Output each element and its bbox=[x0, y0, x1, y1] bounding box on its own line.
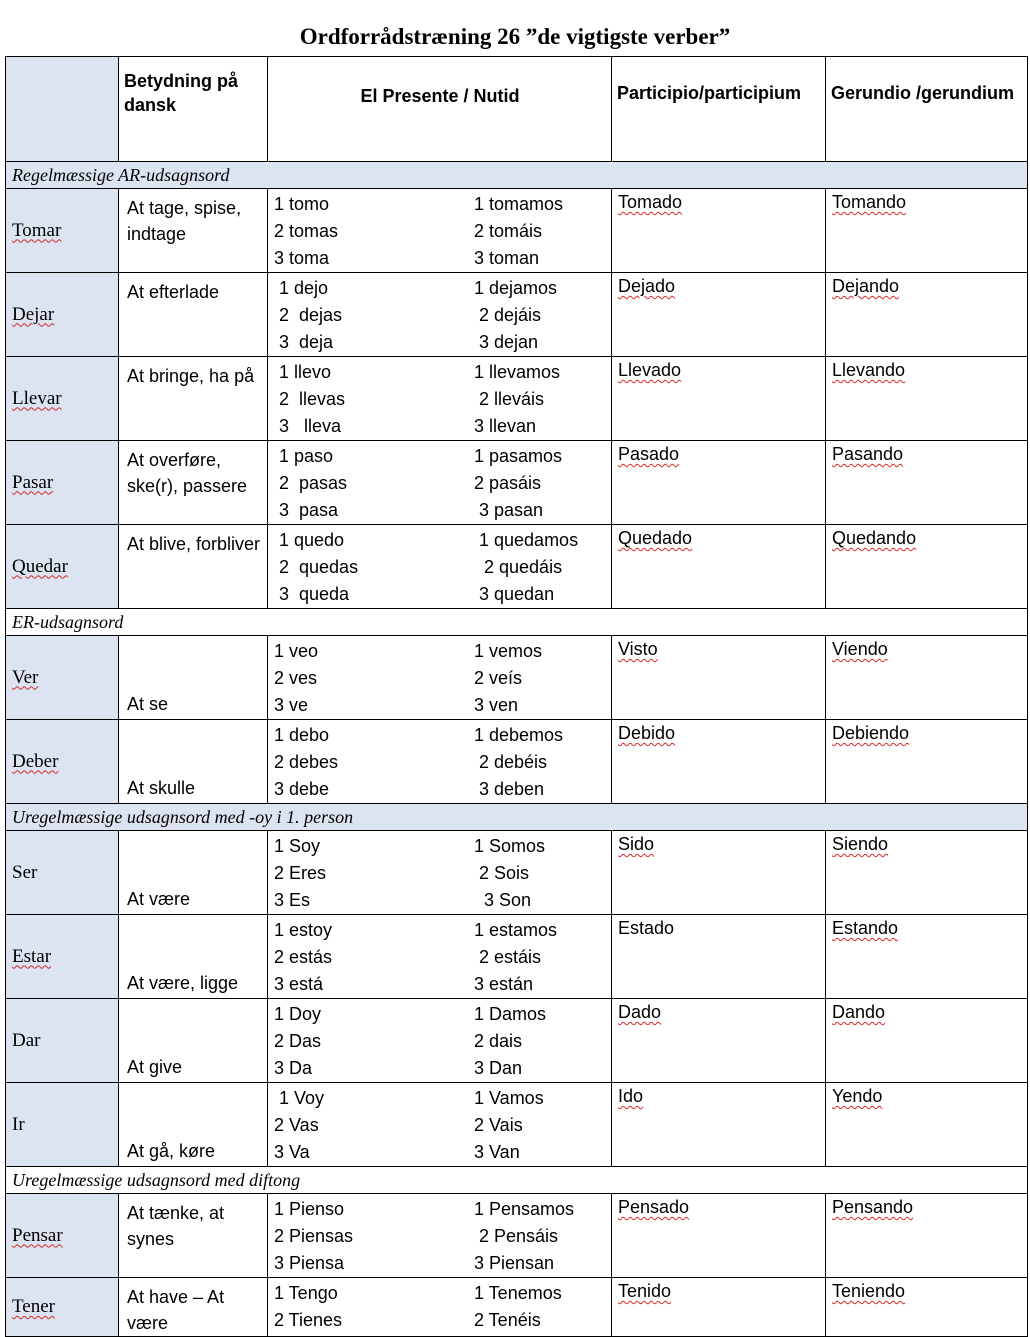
plural-form: 3 ven bbox=[474, 695, 519, 715]
plural-form: 3 Piensan bbox=[474, 1253, 555, 1273]
plural-form: 1 tomamos bbox=[474, 194, 564, 214]
plural-form: 3 llevan bbox=[474, 416, 537, 436]
header-participle: Participio/participium bbox=[612, 57, 826, 162]
verb-infinitive: Quedar bbox=[12, 555, 68, 577]
meaning-cell: At have – At være bbox=[119, 1278, 268, 1337]
present-conjugation-cell bbox=[268, 915, 612, 999]
plural-form: 1 debemos bbox=[474, 725, 564, 745]
singular-form: 3 debe bbox=[274, 779, 330, 799]
plural-form: 2 dais bbox=[474, 1031, 523, 1051]
meaning-cell: At give bbox=[119, 999, 268, 1083]
plural-form: 2 Sois bbox=[474, 863, 530, 883]
singular-form: 3 Va bbox=[274, 1142, 310, 1162]
present-conjugation-cell bbox=[268, 636, 612, 720]
plural-form: 3 Dan bbox=[474, 1058, 523, 1078]
conjugation-line bbox=[274, 1250, 611, 1277]
section-row bbox=[6, 609, 1028, 636]
gerund-form: Llevando bbox=[832, 360, 906, 380]
meaning-cell: At gå, køre bbox=[119, 1083, 268, 1167]
conjugation-line bbox=[274, 887, 611, 914]
participle-form: Ido bbox=[618, 1086, 644, 1106]
verb-row bbox=[6, 636, 1028, 720]
plural-form: 1 Damos bbox=[474, 1004, 547, 1024]
verb-cell bbox=[6, 273, 119, 357]
plural-form: 1 quedamos bbox=[474, 530, 579, 550]
meaning-cell: At tænke, at synes bbox=[119, 1194, 268, 1278]
gerund-cell bbox=[826, 1278, 1028, 1337]
singular-form: 1 Pienso bbox=[274, 1199, 345, 1219]
verb-infinitive: Ser bbox=[12, 861, 38, 883]
plural-form: 1 dejamos bbox=[474, 278, 558, 298]
meaning-cell: At skulle bbox=[119, 720, 268, 804]
verb-cell bbox=[6, 357, 119, 441]
plural-form: 2 debéis bbox=[474, 752, 548, 772]
verb-cell bbox=[6, 525, 119, 609]
verb-cell bbox=[6, 441, 119, 525]
verb-table bbox=[5, 56, 1028, 1337]
meaning-cell: At blive, forbliver bbox=[119, 525, 268, 609]
singular-form: 3 deja bbox=[274, 332, 334, 352]
verb-infinitive: Ir bbox=[12, 1113, 25, 1135]
plural-form: 1 estamos bbox=[474, 920, 558, 940]
participle-cell bbox=[612, 1278, 826, 1337]
conjugation-line bbox=[274, 413, 611, 440]
participle-form: Llevado bbox=[618, 360, 682, 380]
conjugation-line bbox=[274, 245, 611, 272]
plural-form: 3 pasan bbox=[474, 500, 544, 520]
singular-form: 1 debo bbox=[274, 725, 330, 745]
verb-row bbox=[6, 525, 1028, 609]
gerund-form: Estando bbox=[832, 918, 899, 938]
verb-infinitive: Dejar bbox=[12, 303, 55, 325]
singular-form: 2 pasas bbox=[274, 473, 348, 493]
plural-form: 2 lleváis bbox=[474, 389, 545, 409]
singular-form: 2 ves bbox=[274, 668, 318, 688]
header-present-label: El Presente / Nutid bbox=[360, 86, 520, 106]
gerund-form: Debiendo bbox=[832, 723, 910, 743]
verb-infinitive: Tener bbox=[12, 1296, 55, 1317]
singular-form: 2 estás bbox=[274, 947, 333, 967]
verb-cell bbox=[6, 720, 119, 804]
gerund-form: Yendo bbox=[832, 1086, 883, 1106]
verb-infinitive: Deber bbox=[12, 750, 59, 772]
gerund-form: Pasando bbox=[832, 444, 904, 464]
participle-form: Visto bbox=[618, 639, 658, 659]
participle-form: Pasado bbox=[618, 444, 680, 464]
participle-form: Tenido bbox=[618, 1281, 672, 1301]
conjugation-line bbox=[274, 386, 611, 413]
singular-form: 2 tomas bbox=[274, 221, 339, 241]
present-conjugation-cell bbox=[268, 1278, 612, 1337]
participle-cell bbox=[612, 273, 826, 357]
meaning-cell: At efterlade bbox=[119, 273, 268, 357]
participle-form: Debido bbox=[618, 723, 676, 743]
conjugation-line bbox=[274, 554, 611, 581]
plural-form: 1 vemos bbox=[474, 641, 543, 661]
participle-cell bbox=[612, 636, 826, 720]
participle-cell bbox=[612, 357, 826, 441]
plural-form: 1 Pensamos bbox=[474, 1199, 575, 1219]
meaning-cell: At se bbox=[119, 636, 268, 720]
participle-cell bbox=[612, 525, 826, 609]
verb-row bbox=[6, 831, 1028, 915]
verb-cell bbox=[6, 915, 119, 999]
verb-row bbox=[6, 441, 1028, 525]
singular-form: 3 lleva bbox=[274, 416, 342, 436]
verb-row bbox=[6, 915, 1028, 999]
present-conjugation-cell bbox=[268, 1194, 612, 1278]
conjugation-line bbox=[274, 218, 611, 245]
singular-form: 2 Das bbox=[274, 1031, 322, 1051]
conjugation-line bbox=[274, 1139, 611, 1166]
gerund-cell bbox=[826, 720, 1028, 804]
participle-cell bbox=[612, 441, 826, 525]
conjugation-line bbox=[274, 329, 611, 356]
conjugation-line bbox=[274, 1001, 611, 1028]
verb-infinitive: Estar bbox=[12, 945, 52, 967]
plural-form: 2 pasáis bbox=[474, 473, 542, 493]
singular-form: 2 dejas bbox=[274, 305, 343, 325]
meaning-cell: At være bbox=[119, 831, 268, 915]
verb-infinitive: Pensar bbox=[12, 1224, 63, 1246]
participle-form: Dejado bbox=[618, 276, 676, 296]
plural-form: 2 Pensáis bbox=[474, 1226, 559, 1246]
singular-form: 2 quedas bbox=[274, 557, 359, 577]
gerund-form: Quedando bbox=[832, 528, 917, 548]
gerund-cell bbox=[826, 1194, 1028, 1278]
verb-infinitive: Llevar bbox=[12, 387, 62, 409]
section-title: Uregelmæssige udsagnsord med -oy i 1. person bbox=[6, 804, 1028, 831]
gerund-cell bbox=[826, 831, 1028, 915]
verb-cell bbox=[6, 1194, 119, 1278]
singular-form: 3 pasa bbox=[274, 500, 339, 520]
conjugation-line bbox=[274, 749, 611, 776]
participle-cell bbox=[612, 999, 826, 1083]
meaning-cell: At overføre, ske(r), passere bbox=[119, 441, 268, 525]
present-conjugation-cell bbox=[268, 441, 612, 525]
present-conjugation-cell bbox=[268, 720, 612, 804]
verb-cell bbox=[6, 1278, 119, 1337]
verb-infinitive: Pasar bbox=[12, 471, 54, 493]
verb-row bbox=[6, 1083, 1028, 1167]
participle-form: Sido bbox=[618, 834, 655, 854]
participle-form: Quedado bbox=[618, 528, 693, 548]
singular-form: 1 estoy bbox=[274, 920, 333, 940]
verb-infinitive: Dar bbox=[12, 1029, 41, 1051]
gerund-cell bbox=[826, 915, 1028, 999]
present-conjugation-cell bbox=[268, 273, 612, 357]
conjugation-line bbox=[274, 971, 611, 998]
verb-row bbox=[6, 720, 1028, 804]
verb-cell bbox=[6, 636, 119, 720]
present-conjugation-cell bbox=[268, 189, 612, 273]
gerund-cell bbox=[826, 273, 1028, 357]
gerund-cell bbox=[826, 525, 1028, 609]
conjugation-line bbox=[274, 359, 611, 386]
plural-form: 2 dejáis bbox=[474, 305, 542, 325]
verb-row bbox=[6, 999, 1028, 1083]
singular-form: 1 dejo bbox=[274, 278, 329, 298]
singular-form: 2 Eres bbox=[274, 863, 327, 883]
gerund-form: Teniendo bbox=[832, 1281, 906, 1301]
gerund-cell bbox=[826, 357, 1028, 441]
conjugation-line bbox=[274, 302, 611, 329]
singular-form: 1 tomo bbox=[274, 194, 330, 214]
gerund-cell bbox=[826, 636, 1028, 720]
plural-form: 1 Vamos bbox=[474, 1088, 544, 1108]
conjugation-line bbox=[274, 191, 611, 218]
header-meaning: Betydning på dansk bbox=[119, 57, 268, 162]
participle-cell bbox=[612, 831, 826, 915]
conjugation-line bbox=[274, 944, 611, 971]
participle-cell bbox=[612, 915, 826, 999]
gerund-form: Pensando bbox=[832, 1197, 914, 1217]
singular-form: 3 queda bbox=[274, 584, 350, 604]
plural-form: 2 Tenéis bbox=[474, 1310, 541, 1330]
plural-form: 3 quedan bbox=[474, 584, 555, 604]
gerund-form: Viendo bbox=[832, 639, 888, 659]
section-title: ER-udsagnsord bbox=[6, 609, 1028, 636]
verb-cell bbox=[6, 189, 119, 273]
section-title: Regelmæssige AR-udsagnsord bbox=[6, 162, 1028, 189]
singular-form: 3 Piensa bbox=[274, 1253, 345, 1273]
conjugation-line bbox=[274, 1307, 611, 1334]
gerund-cell bbox=[826, 999, 1028, 1083]
conjugation-line bbox=[274, 722, 611, 749]
singular-form: 3 Es bbox=[274, 890, 311, 910]
participle-form: Estado bbox=[618, 918, 675, 938]
participle-form: Pensado bbox=[618, 1197, 690, 1217]
conjugation-line bbox=[274, 1223, 611, 1250]
conjugation-line bbox=[274, 776, 611, 803]
header-corner bbox=[6, 57, 119, 162]
present-conjugation-cell bbox=[268, 357, 612, 441]
verb-row bbox=[6, 189, 1028, 273]
singular-form: 2 Vas bbox=[274, 1115, 319, 1135]
gerund-form: Dando bbox=[832, 1002, 886, 1022]
conjugation-line bbox=[274, 443, 611, 470]
plural-form: 2 veís bbox=[474, 668, 523, 688]
verb-cell bbox=[6, 999, 119, 1083]
verb-row bbox=[6, 357, 1028, 441]
gerund-cell bbox=[826, 1083, 1028, 1167]
conjugation-line bbox=[274, 1196, 611, 1223]
gerund-cell bbox=[826, 441, 1028, 525]
participle-form: Dado bbox=[618, 1002, 662, 1022]
verb-cell bbox=[6, 831, 119, 915]
conjugation-line bbox=[274, 665, 611, 692]
singular-form: 2 Tienes bbox=[274, 1310, 343, 1330]
meaning-cell: At bringe, ha på bbox=[119, 357, 268, 441]
plural-form: 2 Vais bbox=[474, 1115, 523, 1135]
verb-infinitive: Ver bbox=[12, 666, 39, 688]
meaning-cell: At tage, spise, indtage bbox=[119, 189, 268, 273]
plural-form: 2 quedáis bbox=[474, 557, 563, 577]
singular-form: 2 llevas bbox=[274, 389, 346, 409]
singular-form: 3 está bbox=[274, 974, 324, 994]
conjugation-line bbox=[274, 470, 611, 497]
conjugation-line bbox=[274, 860, 611, 887]
participle-cell bbox=[612, 1083, 826, 1167]
page-title: Ordforrådstræning 26 ”de vigtigste verber” bbox=[299, 24, 731, 49]
header-present bbox=[268, 57, 612, 162]
header-gerund: Gerundio /gerundium bbox=[826, 57, 1028, 162]
singular-form: 2 debes bbox=[274, 752, 339, 772]
plural-form: 2 tomáis bbox=[474, 221, 543, 241]
participle-form: Tomado bbox=[618, 192, 683, 212]
section-row bbox=[6, 1167, 1028, 1194]
plural-form: 1 llevamos bbox=[474, 362, 561, 382]
participle-cell bbox=[612, 189, 826, 273]
plural-form: 1 pasamos bbox=[474, 446, 563, 466]
singular-form: 1 Voy bbox=[274, 1088, 325, 1108]
singular-form: 1 Tengo bbox=[274, 1283, 338, 1303]
conjugation-line bbox=[274, 833, 611, 860]
section-row bbox=[6, 162, 1028, 189]
verb-row bbox=[6, 1194, 1028, 1278]
plural-form: 1 Tenemos bbox=[474, 1283, 562, 1303]
verb-row bbox=[6, 273, 1028, 357]
singular-form: 3 Da bbox=[274, 1058, 313, 1078]
singular-form: 3 toma bbox=[274, 248, 330, 268]
gerund-form: Siendo bbox=[832, 834, 889, 854]
conjugation-line bbox=[274, 692, 611, 719]
meaning-cell: At være, ligge bbox=[119, 915, 268, 999]
plural-form: 3 Van bbox=[474, 1142, 520, 1162]
plural-form: 3 deben bbox=[474, 779, 545, 799]
conjugation-line bbox=[274, 1112, 611, 1139]
participle-cell bbox=[612, 720, 826, 804]
conjugation-line bbox=[274, 917, 611, 944]
conjugation-line bbox=[274, 275, 611, 302]
plural-form: 3 Son bbox=[474, 890, 532, 910]
present-conjugation-cell bbox=[268, 999, 612, 1083]
singular-form: 2 Piensas bbox=[274, 1226, 354, 1246]
gerund-form: Dejando bbox=[832, 276, 900, 296]
present-conjugation-cell bbox=[268, 1083, 612, 1167]
conjugation-line bbox=[274, 1055, 611, 1082]
conjugation-line bbox=[274, 1085, 611, 1112]
present-conjugation-cell bbox=[268, 525, 612, 609]
participle-cell bbox=[612, 1194, 826, 1278]
conjugation-line bbox=[274, 581, 611, 608]
header-row bbox=[6, 57, 1028, 162]
gerund-cell bbox=[826, 189, 1028, 273]
singular-form: 1 quedo bbox=[274, 530, 345, 550]
singular-form: 1 Doy bbox=[274, 1004, 322, 1024]
singular-form: 1 paso bbox=[274, 446, 334, 466]
plural-form: 3 dejan bbox=[474, 332, 539, 352]
section-row bbox=[6, 804, 1028, 831]
singular-form: 1 Soy bbox=[274, 836, 321, 856]
plural-form: 3 están bbox=[474, 974, 534, 994]
singular-form: 1 veo bbox=[274, 641, 319, 661]
gerund-form: Tomando bbox=[832, 192, 907, 212]
plural-form: 2 estáis bbox=[474, 947, 542, 967]
conjugation-line bbox=[274, 527, 611, 554]
singular-form: 3 ve bbox=[274, 695, 309, 715]
conjugation-line bbox=[274, 1028, 611, 1055]
conjugation-line bbox=[274, 1280, 611, 1307]
verb-row bbox=[6, 1278, 1028, 1337]
section-title: Uregelmæssige udsagnsord med diftong bbox=[6, 1167, 1028, 1194]
plural-form: 3 toman bbox=[474, 248, 540, 268]
plural-form: 1 Somos bbox=[474, 836, 546, 856]
singular-form: 1 llevo bbox=[274, 362, 332, 382]
conjugation-line bbox=[274, 497, 611, 524]
verb-infinitive: Tomar bbox=[12, 219, 62, 241]
present-conjugation-cell bbox=[268, 831, 612, 915]
verb-cell bbox=[6, 1083, 119, 1167]
conjugation-line bbox=[274, 638, 611, 665]
